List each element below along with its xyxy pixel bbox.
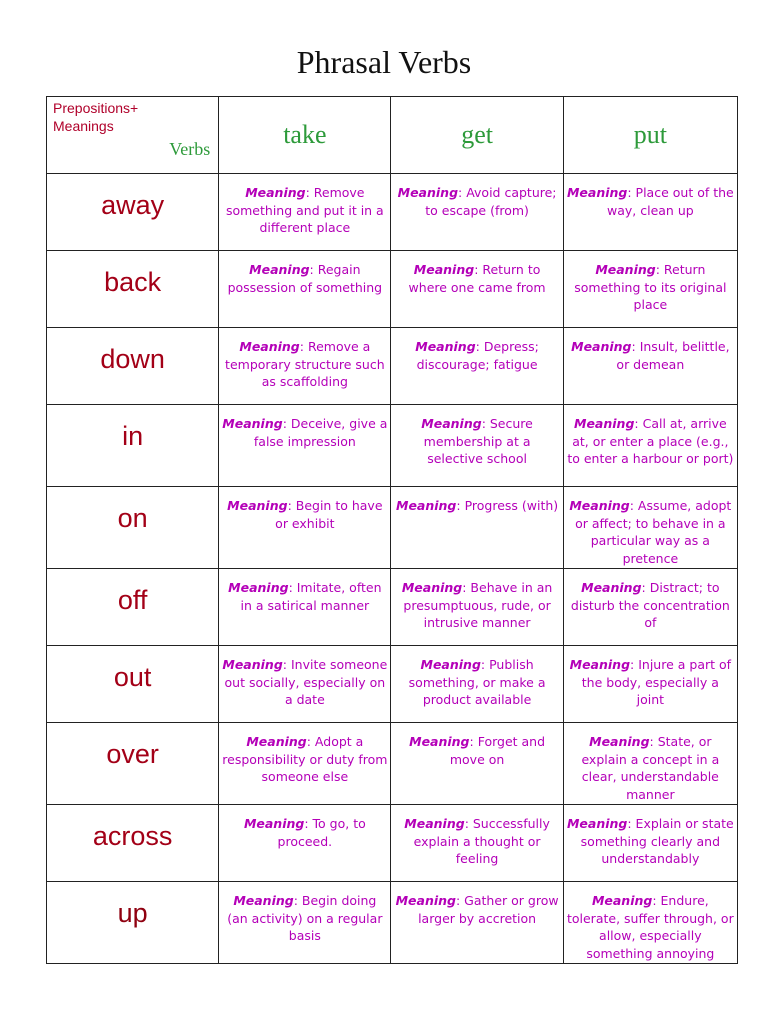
meaning-label: Meaning bbox=[401, 580, 463, 595]
meaning-cell bbox=[563, 569, 737, 646]
meaning-label: Meaning bbox=[566, 816, 628, 831]
meaning-label: Meaning bbox=[222, 416, 283, 431]
meaning-label: Meaning bbox=[395, 893, 456, 908]
meaning-text: : Progress (with) bbox=[456, 498, 559, 513]
verb-header-get: get bbox=[391, 97, 563, 174]
meaning-text: : Remove a temporary structure such as scaffolding bbox=[225, 339, 385, 390]
table-row bbox=[47, 328, 738, 405]
meaning-cell bbox=[391, 405, 563, 487]
meaning-text: : Return something to its original place bbox=[574, 262, 727, 313]
meaning-text: : To go, to proceed. bbox=[277, 816, 366, 849]
meaning-text: : Assume, adopt or affect; to behave in a particular way as a pretence bbox=[575, 498, 732, 566]
preposition-cell: away bbox=[47, 174, 219, 251]
meaning-cell bbox=[219, 569, 391, 646]
table-row bbox=[47, 646, 738, 723]
meaning-text: : Avoid capture; to escape (from) bbox=[425, 185, 557, 218]
meaning-cell bbox=[219, 251, 391, 328]
meaning-text: : Insult, belittle, or demean bbox=[616, 339, 730, 372]
meaning-cell bbox=[563, 487, 737, 569]
preposition-cell: over bbox=[47, 723, 219, 805]
meaning-label: Meaning bbox=[249, 262, 310, 277]
meaning-label: Meaning bbox=[581, 580, 642, 595]
preposition-cell: off bbox=[47, 569, 219, 646]
meaning-text: : Explain or state something clearly and understandably bbox=[580, 816, 734, 867]
preposition-cell: out bbox=[47, 646, 219, 723]
table-row bbox=[47, 251, 738, 328]
table-row bbox=[47, 174, 738, 251]
meaning-cell bbox=[219, 882, 391, 964]
meaning-label: Meaning bbox=[591, 893, 653, 908]
meaning-cell bbox=[563, 723, 737, 805]
table-row bbox=[47, 882, 738, 964]
meaning-label: Meaning bbox=[245, 185, 306, 200]
meaning-text: : Imitate, often in a satirical manner bbox=[240, 580, 382, 613]
meaning-text: : Remove something and put it in a different place bbox=[225, 185, 384, 236]
meaning-label: Meaning bbox=[397, 185, 459, 200]
table-row bbox=[47, 723, 738, 805]
meaning-label: Meaning bbox=[239, 339, 300, 354]
meaning-text: : Return to where one came from bbox=[408, 262, 546, 295]
preposition-cell: up bbox=[47, 882, 219, 964]
preposition-cell: across bbox=[47, 805, 219, 882]
meaning-cell bbox=[391, 805, 563, 882]
phrasal-verbs-table bbox=[46, 96, 738, 964]
meaning-text: : Successfully explain a thought or feeling bbox=[413, 816, 550, 867]
meaning-text: : Call at, arrive at, or enter a place (e.g., to enter a harbour or port) bbox=[567, 416, 734, 467]
meaning-label: Meaning bbox=[421, 416, 482, 431]
meaning-label: Meaning bbox=[246, 734, 307, 749]
meaning-text: : Publish something, or make a product available bbox=[408, 657, 546, 708]
meaning-cell bbox=[391, 723, 563, 805]
header-row bbox=[47, 97, 738, 174]
verbs-label: Verbs bbox=[169, 139, 211, 159]
meaning-label: Meaning bbox=[415, 339, 476, 354]
meaning-cell bbox=[563, 646, 737, 723]
meaning-text: : Regain possession of something bbox=[227, 262, 383, 295]
meaning-cell bbox=[219, 328, 391, 405]
meaning-label: Meaning bbox=[413, 262, 475, 277]
meaning-text: : Gather or grow larger by accretion bbox=[418, 893, 559, 926]
meaning-label: Meaning bbox=[589, 734, 650, 749]
meaning-text: : Endure, tolerate, suffer through, or allow, especially something annoying bbox=[566, 893, 734, 961]
meaning-label: Meaning bbox=[396, 498, 457, 513]
meaning-cell bbox=[391, 174, 563, 251]
meaning-cell bbox=[391, 251, 563, 328]
meaning-label: Meaning bbox=[227, 498, 288, 513]
preposition-cell: on bbox=[47, 487, 219, 569]
meaning-label: Meaning bbox=[243, 816, 305, 831]
meaning-text: : Begin to have or exhibit bbox=[275, 498, 383, 531]
page-title: Phrasal Verbs bbox=[296, 44, 472, 80]
meaning-text: : Depress; discourage; fatigue bbox=[416, 339, 539, 372]
meaning-label: Meaning bbox=[228, 580, 289, 595]
meaning-text: : Place out of the way, clean up bbox=[607, 185, 734, 218]
corner-cell bbox=[47, 97, 219, 174]
verb-header-take: take bbox=[219, 97, 391, 174]
meaning-label: Meaning bbox=[233, 893, 294, 908]
meaning-cell bbox=[391, 882, 563, 964]
meaning-label: Meaning bbox=[409, 734, 470, 749]
table-row bbox=[47, 805, 738, 882]
table-row bbox=[47, 569, 738, 646]
meaning-cell bbox=[219, 646, 391, 723]
meaning-text: : Deceive, give a false impression bbox=[253, 416, 388, 449]
meaning-label: Meaning bbox=[569, 657, 631, 672]
meaning-cell bbox=[391, 487, 563, 569]
meaning-cell bbox=[391, 646, 563, 723]
meaning-cell bbox=[219, 174, 391, 251]
meaning-cell bbox=[563, 405, 737, 487]
table-row bbox=[47, 405, 738, 487]
meaning-text: : Invite someone out socially, especially on a date bbox=[224, 657, 388, 708]
meaning-text: : Adopt a responsibility or duty from someone else bbox=[222, 734, 388, 785]
meaning-cell bbox=[391, 569, 563, 646]
meaning-label: Meaning bbox=[404, 816, 465, 831]
meaning-cell bbox=[219, 405, 391, 487]
meaning-label: Meaning bbox=[569, 498, 630, 513]
meaning-cell bbox=[563, 882, 737, 964]
meaning-text: : Secure membership at a selective school bbox=[423, 416, 533, 467]
meaning-cell bbox=[563, 328, 737, 405]
meaning-cell bbox=[563, 251, 737, 328]
meaning-text: : State, or explain a concept in a clear, understandable manner bbox=[581, 734, 720, 802]
prepositions-meanings-label: Prepositions+ Meanings bbox=[53, 100, 139, 134]
meaning-label: Meaning bbox=[222, 657, 283, 672]
meaning-text: : Injure a part of the body, especially a joint bbox=[581, 657, 732, 708]
meaning-text: : Behave in an presumptuous, rude, or intrusive manner bbox=[403, 580, 553, 631]
verb-header-put: put bbox=[563, 97, 737, 174]
preposition-cell: down bbox=[47, 328, 219, 405]
meaning-text: : Forget and move on bbox=[449, 734, 546, 767]
preposition-cell: back bbox=[47, 251, 219, 328]
meaning-text: : Distract; to disturb the concentration of bbox=[570, 580, 730, 631]
preposition-cell: in bbox=[47, 405, 219, 487]
meaning-label: Meaning bbox=[571, 339, 632, 354]
meaning-label: Meaning bbox=[420, 657, 481, 672]
meaning-cell bbox=[563, 174, 737, 251]
meaning-cell bbox=[219, 487, 391, 569]
meaning-label: Meaning bbox=[566, 185, 628, 200]
meaning-cell bbox=[219, 805, 391, 882]
meaning-label: Meaning bbox=[595, 262, 656, 277]
meaning-cell bbox=[563, 805, 737, 882]
meaning-label: Meaning bbox=[574, 416, 635, 431]
table-row bbox=[47, 487, 738, 569]
meaning-cell bbox=[219, 723, 391, 805]
meaning-cell bbox=[391, 328, 563, 405]
meaning-text: : Begin doing (an activity) on a regular basis bbox=[227, 893, 383, 944]
